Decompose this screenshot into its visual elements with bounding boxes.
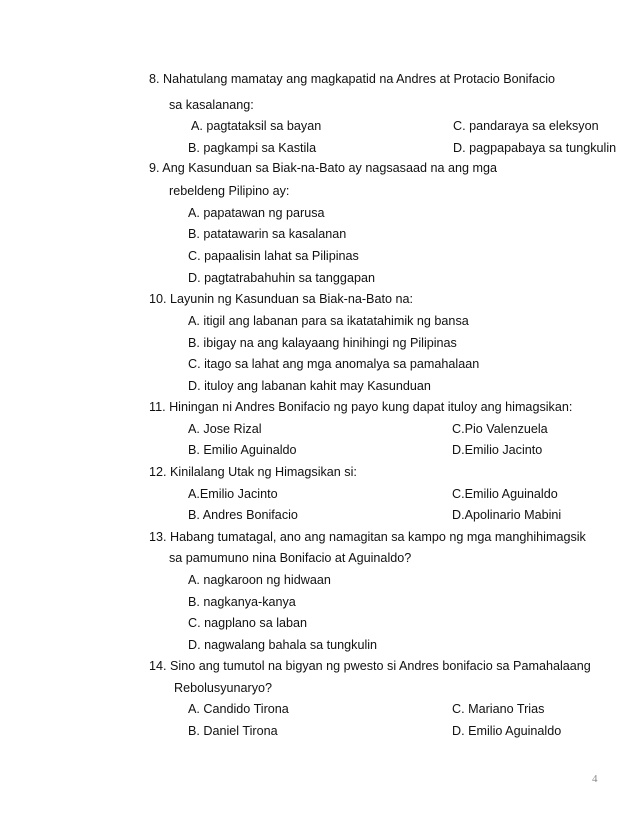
question-10-option-a: A. itigil ang labanan para sa ikatatahimik ng bansa <box>188 314 469 328</box>
page-number: 4 <box>592 773 598 785</box>
question-11-option-b: B. Emilio Aguinaldo <box>188 443 297 457</box>
question-8-option-c: C. pandaraya sa eleksyon <box>453 119 599 133</box>
question-12-stem: 12. Kinilalang Utak ng Himagsikan si: <box>149 465 357 479</box>
question-9-stem: 9. Ang Kasunduan sa Biak-na-Bato ay nagsasaad na ang mga <box>149 161 497 175</box>
question-13-stem: 13. Habang tumatagal, ano ang namagitan sa kampo ng mga manghihimagsik <box>149 530 586 544</box>
question-14-stem-continued: Rebolusyunaryo? <box>174 681 273 695</box>
question-8-option-a: A. pagtataksil sa bayan <box>191 119 322 133</box>
question-13-option-d: D. nagwalang bahala sa tungkulin <box>188 638 378 652</box>
question-11-option-a: A. Jose Rizal <box>188 422 262 436</box>
question-10-option-c: C. itago sa lahat ang mga anomalya sa pamahalaan <box>188 357 480 371</box>
question-11-stem: 11. Hiningan ni Andres Bonifacio ng payo kung dapat ituloy ang himagsikan: <box>149 400 573 414</box>
question-13-stem-continued: sa pamumuno nina Bonifacio at Aguinaldo? <box>169 551 412 565</box>
question-13-option-a: A. nagkaroon ng hidwaan <box>188 573 331 587</box>
question-10-stem: 10. Layunin ng Kasunduan sa Biak-na-Bato na: <box>149 292 413 306</box>
question-13-option-b: B. nagkanya-kanya <box>188 595 296 609</box>
question-11-option-c: C.Pio Valenzuela <box>452 422 548 436</box>
question-8-stem: 8. Nahatulang mamatay ang magkapatid na Andres at Protacio Bonifacio <box>149 72 556 86</box>
question-11-option-d: D.Emilio Jacinto <box>452 443 543 457</box>
question-9-option-b: B. patatawarin sa kasalanan <box>188 227 347 241</box>
question-9-stem-continued: rebeldeng Pilipino ay: <box>169 184 290 198</box>
question-12-option-a: A.Emilio Jacinto <box>188 487 278 501</box>
question-14-option-b: B. Daniel Tirona <box>188 724 278 738</box>
question-14-option-c: C. Mariano Trias <box>452 702 545 716</box>
question-12-option-d: D.Apolinario Mabini <box>452 508 562 522</box>
question-10-option-d: D. ituloy ang labanan kahit may Kasunduan <box>188 379 431 393</box>
question-12-option-c: C.Emilio Aguinaldo <box>452 487 558 501</box>
question-8-option-d: D. pagpapabaya sa tungkulin <box>453 141 617 155</box>
question-12-option-b: B. Andres Bonifacio <box>188 508 298 522</box>
question-10-option-b: B. ibigay na ang kalayaang hinihingi ng Pilipinas <box>188 336 457 350</box>
question-14-stem: 14. Sino ang tumutol na bigyan ng pwesto si Andres bonifacio sa Pamahalaang <box>149 659 591 673</box>
question-14-option-a: A. Candido Tirona <box>188 702 289 716</box>
question-9-option-c: C. papaalisin lahat sa Pilipinas <box>188 249 359 263</box>
question-9-option-d: D. pagtatrabahuhin sa tanggapan <box>188 271 375 285</box>
question-14-option-d: D. Emilio Aguinaldo <box>452 724 562 738</box>
question-8-option-b: B. pagkampi sa Kastila <box>188 141 317 155</box>
question-13-option-c: C. nagplano sa laban <box>188 616 308 630</box>
question-8-stem-continued: sa kasalanang: <box>169 98 254 112</box>
question-9-option-a: A. papatawan ng parusa <box>188 206 325 220</box>
